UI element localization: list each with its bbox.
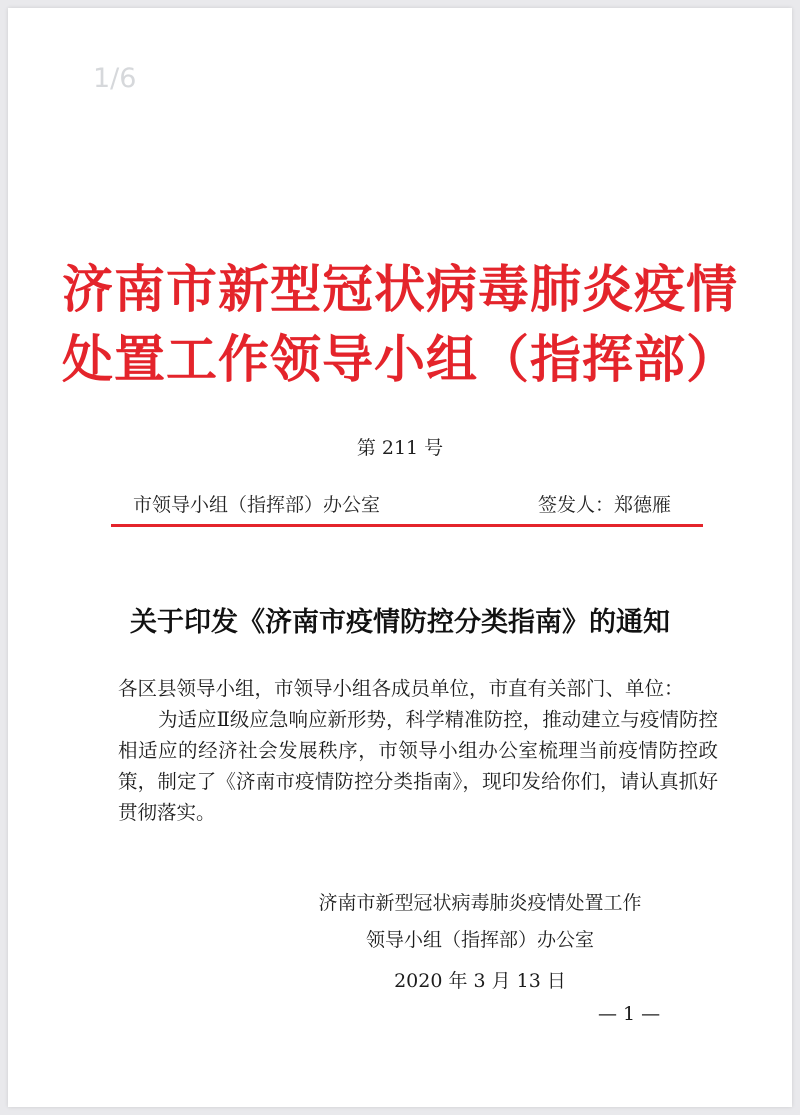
issuing-office: 市领导小组（指挥部）办公室: [133, 494, 381, 516]
page-number: — 1 —: [598, 1003, 661, 1025]
salutation: 各区县领导小组，市领导小组各成员单位，市直有关部门、单位：: [118, 677, 684, 700]
signature-org-line2: 领导小组（指挥部）办公室: [365, 929, 594, 951]
signature-org-line1: 济南市新型冠状病毒肺炎疫情处置工作: [318, 892, 642, 914]
notice-title: 关于印发《济南市疫情防控分类指南》的通知: [130, 607, 670, 638]
document-page: [8, 8, 792, 1107]
page-indicator: 1/6: [93, 63, 137, 94]
document-header-title-line2: 处置工作领导小组（指挥部）: [61, 330, 738, 390]
signer: 签发人：郑德雁: [538, 494, 672, 516]
document-header-title-line1: 济南市新型冠状病毒肺炎疫情: [61, 260, 738, 320]
notice-body: [118, 673, 718, 828]
body-paragraph: 为适应Ⅱ级应急响应新形势，科学精准防控，推动建立与疫情防控相适应的经济社会发展秩序，市领导小组办公室梳理当前疫情防控政策，制定了《济南市疫情防控分类指南》，现印发给你们，请认真抓好贯彻落实。: [118, 708, 718, 824]
document-number: 第 211 号: [356, 437, 444, 459]
red-divider-line: [111, 524, 703, 527]
signature-date: 2020 年 3 月 13 日: [394, 970, 566, 992]
